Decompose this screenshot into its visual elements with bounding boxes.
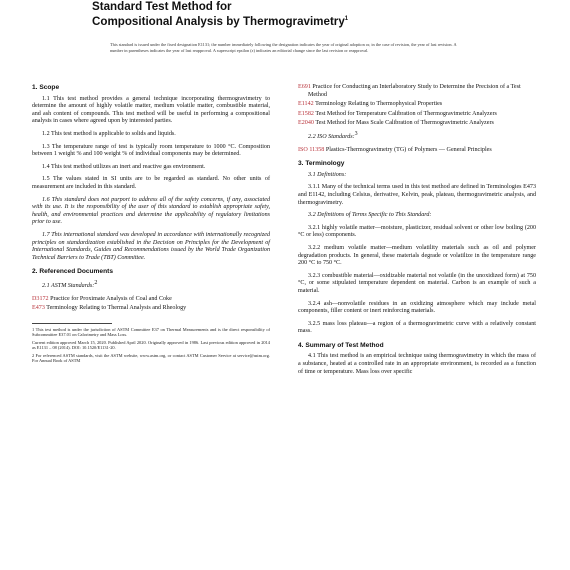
scope-para-3: 1.3 The temperature range of test is typically room temperature to 1000 °C. Composition between 1 weight % and 100 weight % of individual components may be determined. bbox=[32, 143, 270, 158]
summary-para: 4.1 This test method is an empirical technique using thermogravimetry in which the mass of a substance, heated at a controlled rate in an appropriate environment, is recorded as a function of time or temperature. Mass loss over specific bbox=[298, 353, 536, 375]
referenced-documents-heading: 2. Referenced Documents bbox=[32, 268, 113, 276]
title-line-1: Standard Test Method for bbox=[92, 0, 232, 13]
term-definition: 3.2.2 medium volatile matter—medium volatility materials such as oil and polymer degradation products. In general, these materials degrade or volatilize in the temperature range 200 °C to 750 °C. bbox=[298, 244, 536, 267]
scope-para-2: 1.2 This test method is applicable to solids and liquids. bbox=[42, 130, 176, 137]
definitions-label: 3.1 Definitions: bbox=[308, 171, 347, 178]
astm-standards-label: 2.1 ASTM Standards:2 bbox=[42, 279, 98, 289]
reference-link[interactable]: E691 bbox=[298, 84, 311, 90]
footnote-1: 1 This test method is under the jurisdiction of ASTM Committee E37 on Thermal Measurements and is the direct responsibility of Subcommittee E37.01 on Calorimetry and Mass Loss. bbox=[32, 326, 270, 338]
term-definition: 3.2.4 ash—nonvolatile residues in an oxidizing atmosphere which may include metal components, filler content or inert reinforcing materials. bbox=[298, 300, 536, 315]
safety-para: 1.6 This standard does not purport to address all of the safety concerns, if any, associated with its use. It is the responsibility of the user of this standard to establish appropriate safety, health, and environmental practices and determine the applicability of regulatory limitations prior to use. bbox=[32, 196, 270, 226]
summary-heading: 4. Summary of Test Method bbox=[298, 341, 384, 349]
document-title bbox=[92, 0, 492, 28]
scope-para-5: 1.5 The values stated in SI units are to be regarded as standard. No other units of measurement are included in this standard. bbox=[32, 176, 270, 190]
reference-item[interactable]: E691 Practice for Conducting an Interlaboratory Study to Determine the Precision of a Test Method bbox=[298, 84, 521, 98]
footnote-2: 2 For referenced ASTM standards, visit the ASTM website, www.astm.org, or contact ASTM Customer Service at service@astm.org. For Annual Book of ASTM bbox=[32, 352, 270, 364]
specific-definitions-label: 3.2 Definitions of Terms Specific to This Standard: bbox=[308, 212, 432, 219]
term-definition: 3.2.3 combustible material—oxidizable material not volatile (in the unoxidized form) at 750 °C, or some stipulated temperature dependent on material. Carbon is an example of such a material. bbox=[298, 272, 536, 294]
terminology-heading: 3. Terminology bbox=[298, 160, 345, 168]
reference-item[interactable]: E2040 Test Method for Mass Scale Calibration of Thermogravimetric Analyzers bbox=[298, 120, 494, 127]
left-column bbox=[32, 84, 270, 366]
reference-item[interactable]: E1582 Test Method for Temperature Calibration of Thermogravimetric Analyzers bbox=[298, 110, 497, 117]
reference-link[interactable]: E473 bbox=[32, 305, 45, 312]
scope-heading: 1. Scope bbox=[32, 84, 60, 91]
reference-link[interactable]: E1582 bbox=[298, 110, 314, 117]
reference-link[interactable]: D3172 bbox=[32, 295, 49, 302]
reference-link[interactable]: E2040 bbox=[298, 120, 314, 127]
scope-para-4: 1.4 This test method utilizes an inert and reactive gas environment. bbox=[42, 163, 206, 170]
footnote-edition: Current edition approved March 15, 2020. Published April 2020. Originally approved in 1986. Last previous edition approved in 2014 as E1131 – 08 (2014). DOI: 10.1520/E1131-20. bbox=[32, 339, 270, 351]
designation-notice: This standard is issued under the fixed designation E1131; the number immediately following the designation indicates the year of original adoption or, in the case of revision, the year of last revision. A number in parentheses indicates the year of last reapproval. A superscript epsilon (ε) indicates an editorial change since the last revision or reapproval. bbox=[110, 42, 457, 53]
footnote-rule bbox=[32, 323, 112, 324]
title-footnote-mark: 1 bbox=[344, 16, 349, 22]
reference-link[interactable]: ISO 11358 bbox=[298, 146, 325, 153]
reference-item[interactable]: E1142 Terminology Relating to Thermophysical Properties bbox=[298, 101, 443, 108]
term-definition: 3.2.1 highly volatile matter—moisture, plasticizer, residual solvent or other low boiling (200 °C or less) components. bbox=[298, 224, 536, 239]
reference-item[interactable]: E473 Terminology Relating to Thermal Analysis and Rheology bbox=[32, 305, 187, 312]
definition-para: 3.1.1 Many of the technical terms used in this test method are defined in Terminologies E473 and E1142, including Celsius, derivative, Kelvin, peak, plateau, thermogravimetric analysis, and thermogravimetry. bbox=[298, 184, 536, 206]
wto-para: 1.7 This international standard was developed in accordance with internationally recognized principles on standardization established in the Decision on Principles for the Development of International Standards, Guides and Recommendations issued by the World Trade Organization Technical Barriers to Trade (TBT) Committee. bbox=[32, 231, 270, 261]
reference-item[interactable]: ISO 11358 Plastics-Thermogravimetry (TG) of Polymers — General Principles bbox=[298, 146, 492, 153]
iso-standards-label: 2.2 ISO Standards:3 bbox=[308, 130, 358, 140]
term-definition: 3.2.5 mass loss plateau—a region of a thermogravimetric curve with a relatively constant mass. bbox=[298, 320, 536, 335]
reference-item[interactable]: D3172 Practice for Proximate Analysis of Coal and Coke bbox=[32, 295, 172, 302]
title-line-2: Compositional Analysis by Thermogravimetry$^1$ bbox=[92, 14, 349, 28]
scope-para-1: 1.1 This test method provides a general technique incorporating thermogravimetry to determine the amount of highly volatile matter, medium volatile matter, combustible material, and ash content of compounds. This test method will be useful in performing a compositional analysis in cases where agreed upon by interested parties. bbox=[32, 95, 270, 125]
right-column bbox=[298, 84, 536, 381]
reference-link[interactable]: E1142 bbox=[298, 101, 314, 108]
